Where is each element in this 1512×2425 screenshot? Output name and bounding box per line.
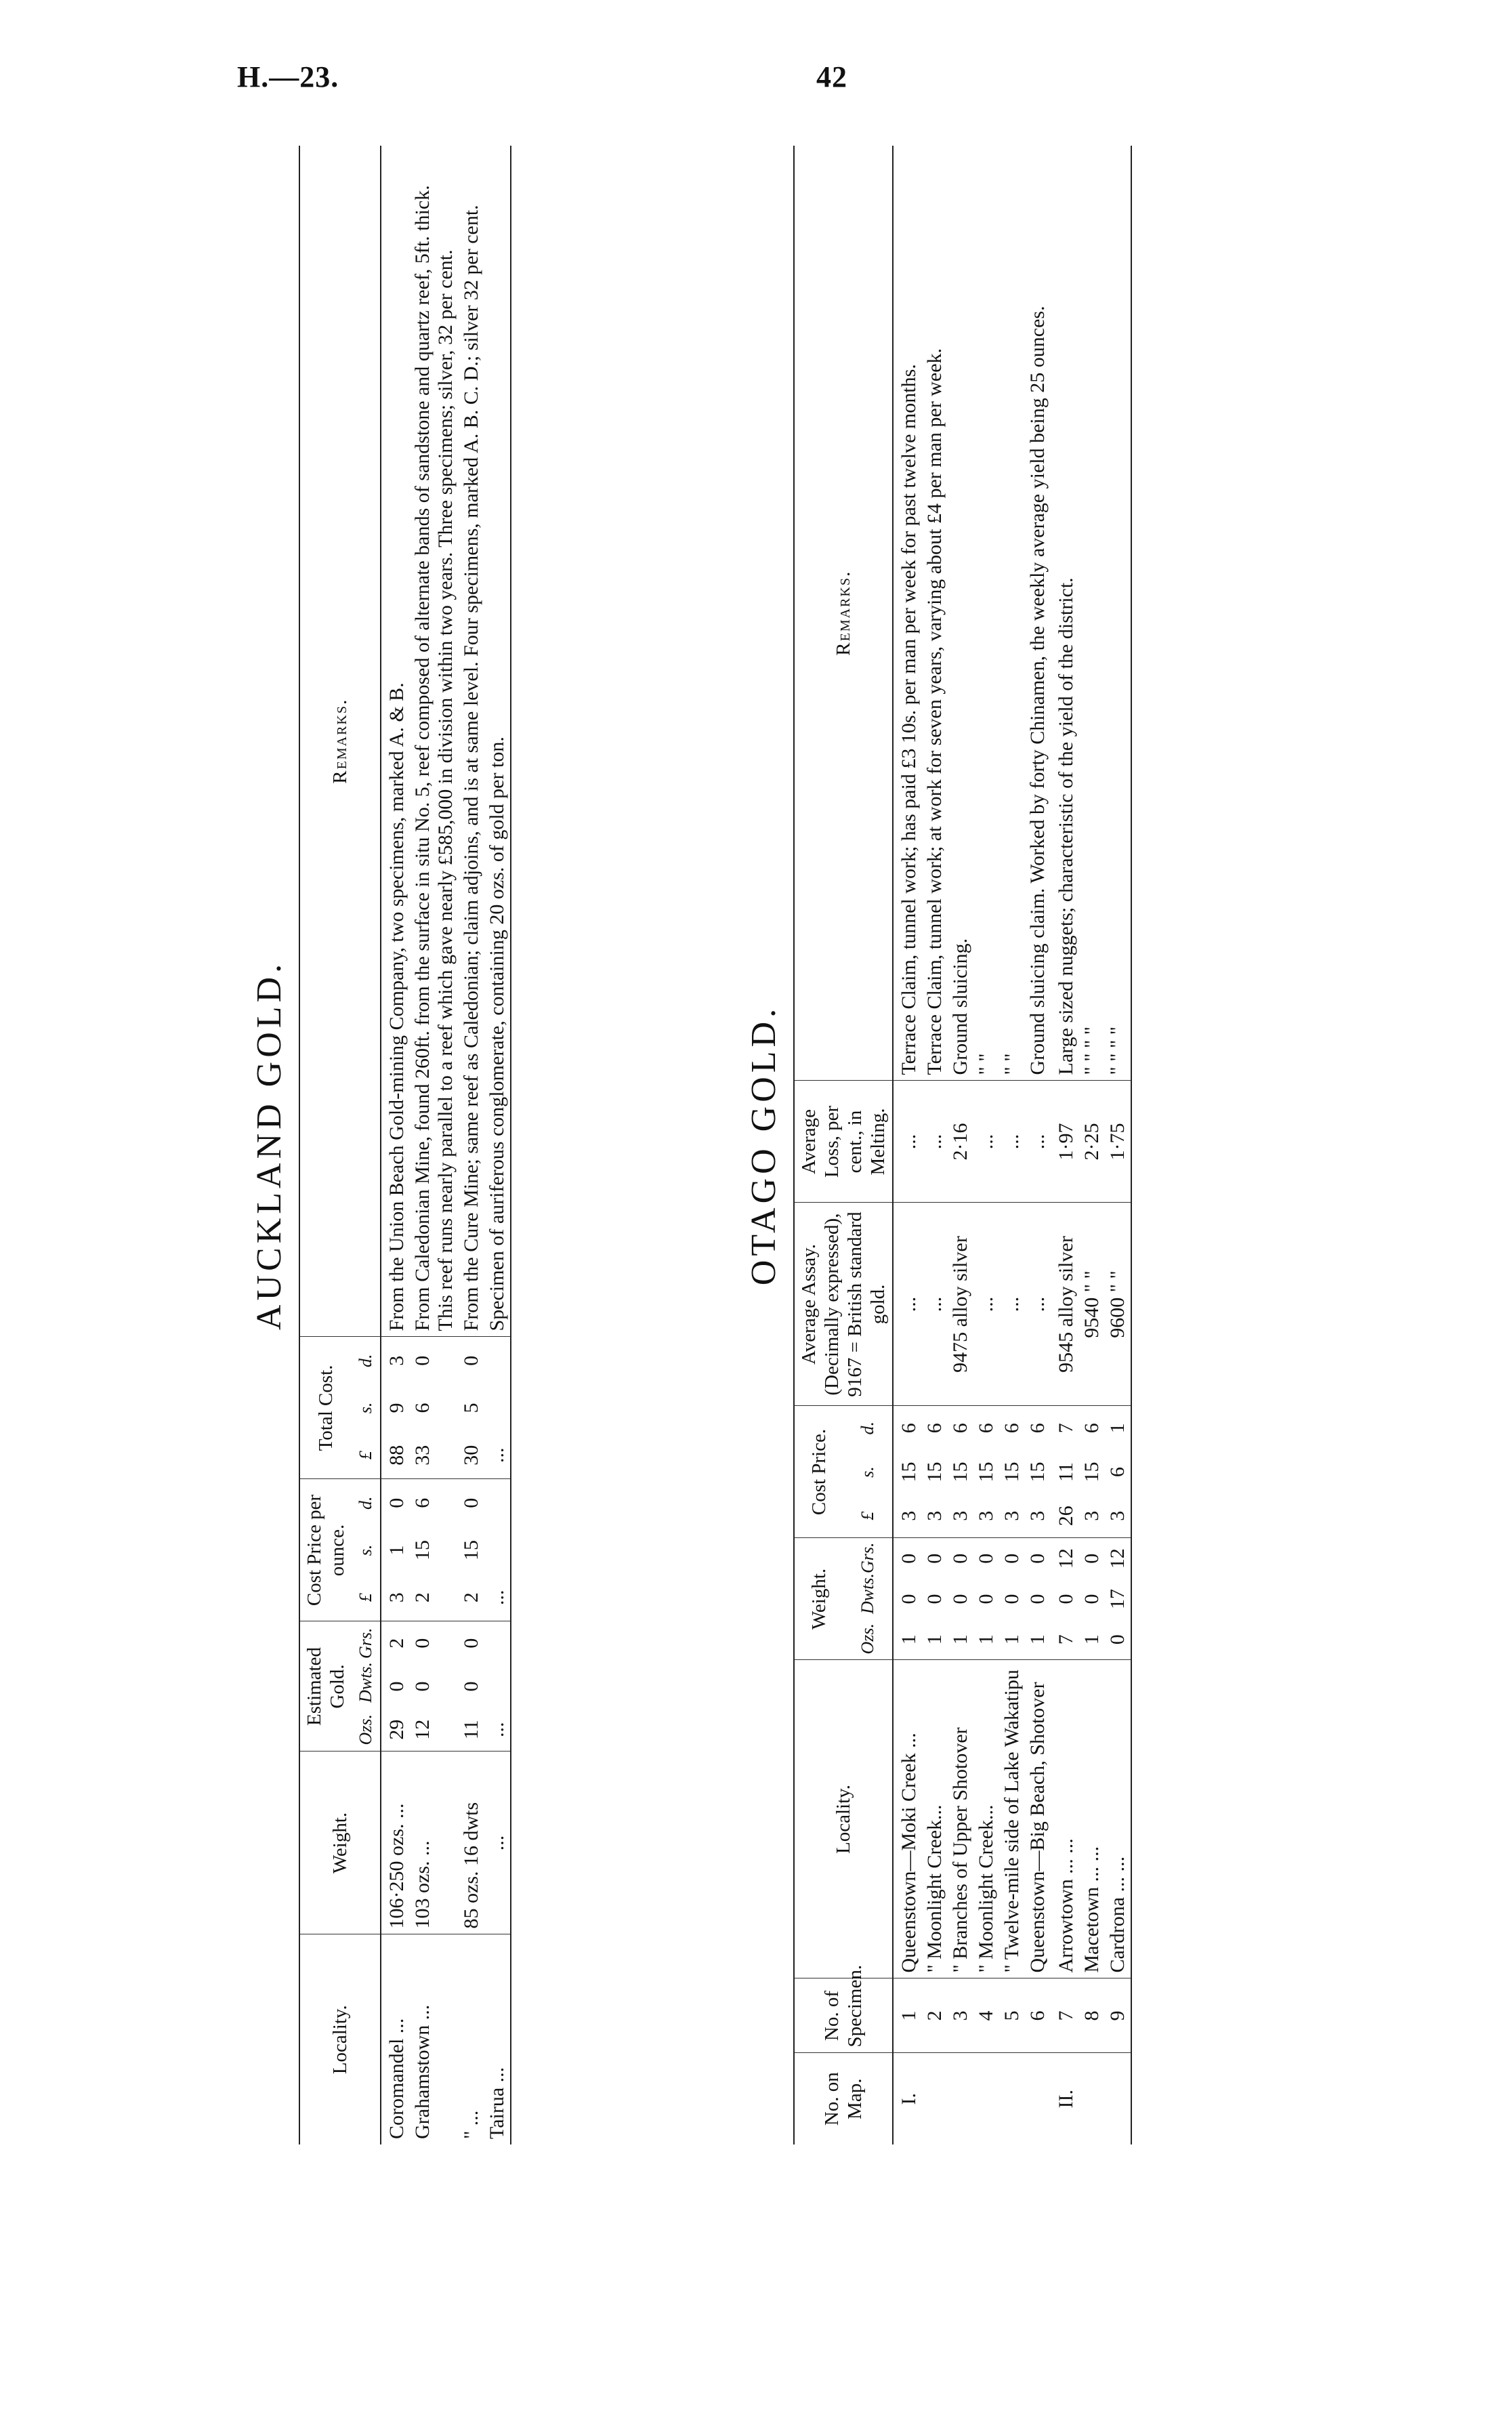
loss: ... [999,1081,1025,1203]
locality: Queenstown—Moki Creek ... [893,1660,922,1978]
grs: 2 [385,1638,408,1649]
locality: " Moonlight Creek... [973,1660,999,1978]
weight-dwts: 0 [898,1594,920,1604]
assay: ... [1025,1203,1051,1406]
remarks: From Caledonian Mine, found 260ft. from the surface in situ No. 5, reef composed of alternate bands of sandstone and quartz reef, 5ft. thick. This reef runs nearly parallel to a reef which gave nearly £585,000 in division within two years. Three specimens; silver, 32 per cent. [410,146,459,1337]
unit-dwts: Dwts. [356,1662,375,1703]
auckland-header-total-cost: Total Cost. [299,1337,352,1479]
auckland-title: AUCKLAND GOLD. [250,959,289,1331]
assay: ... [973,1203,999,1406]
auckland-table [299,146,511,2144]
weight-ozs: 1 [1025,1619,1051,1660]
map-no: II. [1055,2090,1077,2109]
cost-shillings: 15 [1001,1462,1023,1483]
locality: Tairua ... [486,2067,508,2139]
specimen-no: 6 [1025,1978,1051,2053]
locality: Coromandel ... [385,2018,408,2139]
unit-ozs: Ozs. [352,1708,381,1752]
weight-grs: 0 [923,1553,946,1564]
loss: 2·16 [948,1081,973,1203]
total-shillings: 9 [385,1403,408,1413]
weight: ... [484,1752,511,1934]
cost-shillings: 15 [1026,1462,1049,1483]
grs [484,1621,511,1665]
cost-pence: 6 [898,1423,920,1434]
loss: 2·25 [1079,1081,1105,1203]
table-row [459,146,484,2144]
cost-pence: 6 [1026,1423,1049,1434]
map-no [973,2053,999,2144]
unit-pound: £ [352,1432,381,1479]
cost-shillings: 15 [923,1462,946,1483]
total-pence [484,1337,511,1384]
cost-shillings: 6 [1106,1467,1129,1477]
loss: 1·97 [1051,1081,1079,1203]
otago-gold-section [735,146,1467,2144]
remarks: From the Union Beach Gold-mining Company, two specimens, marked A. & B. [381,146,410,1337]
weight-ozs: 1 [999,1619,1025,1660]
assay: ... [922,1203,948,1406]
ozs: 29 [381,1708,410,1752]
map-no [1025,2053,1051,2144]
cost-pence: 6 [949,1423,971,1434]
table-row [922,146,948,2144]
otago-table [793,146,1132,2144]
cost-pounds: 2 [459,1574,484,1621]
assay: 9545 alloy silver [1051,1203,1079,1406]
weight-grs: 0 [1026,1553,1049,1564]
specimen-no: 2 [922,1978,948,2053]
remarks: " " [999,146,1025,1081]
cost-shillings: 15 [1080,1462,1103,1483]
total-shillings: 6 [411,1403,434,1413]
table-row [1079,146,1105,2144]
grs: 0 [411,1638,434,1649]
cost-pence: 6 [1001,1423,1023,1434]
unit-shillings: s. [356,1544,375,1556]
assay: 9475 alloy silver [948,1203,973,1406]
weight-grs: 12 [1106,1548,1129,1569]
specimen-no: 4 [973,1978,999,2053]
loss: ... [893,1081,922,1203]
weight-dwts: 0 [975,1594,997,1604]
total-pence: 0 [460,1355,482,1366]
cost-pence: 0 [385,1497,408,1508]
weight-grs: 0 [949,1553,971,1564]
cost-pounds: 3 [893,1494,922,1538]
weight-ozs: 1 [893,1619,922,1660]
cost-pounds: 3 [381,1574,410,1621]
remarks: " " [973,146,999,1081]
weight-dwts: 0 [1001,1594,1023,1604]
cost-pence: 6 [923,1423,946,1434]
remarks: Ground sluicing. [948,146,973,1081]
otago-header-locality: Locality. [794,1660,893,1978]
total-pence: 3 [385,1355,408,1366]
cost-pounds: 3 [922,1494,948,1538]
cost-pence: 7 [1055,1423,1077,1434]
auckland-header-remarks: Remarks. [299,146,381,1337]
weight: 103 ozs. ... [410,1752,459,1934]
weight-grs: 0 [975,1553,997,1564]
table-row [484,146,511,2144]
unit-ozs: Ozs. [843,1619,893,1660]
otago-header-assay: Average Assay. (Decimally expressed), 9167 = British standard gold. [794,1203,893,1406]
remarks: Terrace Claim, tunnel work; at work for seven years, varying about £4 per man per week. [922,146,948,1081]
unit-dwts: Dwts. [858,1573,877,1614]
otago-title: OTAGO GOLD. [744,1004,783,1286]
ozs: 12 [410,1708,459,1752]
table-row [1051,146,1079,2144]
locality: Grahamstown ... [411,2004,434,2139]
cost-shillings: 15 [898,1462,920,1483]
cost-shillings: 11 [1055,1462,1077,1482]
ozs: 11 [459,1708,484,1752]
weight-dwts: 17 [1106,1589,1129,1609]
loss: ... [973,1081,999,1203]
cost-shillings: 15 [949,1462,971,1483]
total-shillings [484,1384,511,1432]
remarks: Large sized nuggets; characteristic of the yield of the district. [1051,146,1079,1081]
page-number: 42 [816,60,847,94]
cost-pence [484,1479,511,1527]
cost-pounds: 3 [1079,1494,1105,1538]
ozs: ... [484,1708,511,1752]
map-no [922,2053,948,2144]
locality: " Branches of Upper Shotover [948,1660,973,1978]
assay: ... [893,1203,922,1406]
otago-header-weight: Weight. [794,1538,843,1660]
cost-shillings: 15 [975,1462,997,1483]
locality: Cardrona ... ... [1105,1660,1131,1978]
auckland-header-cost-per-ounce: Cost Price per ounce. [299,1479,352,1621]
map-no [999,2053,1025,2144]
otago-header-cost-price: Cost Price. [794,1406,843,1538]
weight-ozs: 7 [1051,1619,1079,1660]
table-row [948,146,973,2144]
weight: 106·250 ozs. ... [381,1752,410,1934]
otago-header-loss: Average Loss, per cent., in Melting. [794,1081,893,1203]
locality: Queenstown—Big Beach, Shotover [1025,1660,1051,1978]
weight-ozs: 1 [948,1619,973,1660]
map-no [1079,2053,1105,2144]
remarks: Specimen of auriferous conglomerate, containing 20 ozs. of gold per ton. [484,146,511,1337]
remarks: " " " " [1079,146,1105,1081]
total-pounds: ... [484,1432,511,1479]
weight-ozs: 1 [922,1619,948,1660]
unit-shillings: s. [356,1402,375,1414]
specimen-no: 3 [948,1978,973,2053]
auckland-header-locality: Locality. [329,2005,351,2075]
weight-dwts: 0 [1080,1594,1103,1604]
table-row [381,146,410,2144]
cost-pence: 0 [460,1497,482,1508]
cost-pounds: 3 [973,1494,999,1538]
cost-shillings: 15 [460,1539,482,1560]
remarks: From the Cure Mine; same reef as Caledonian; claim adjoins, and is at same level. Four specimens, marked A. B. C. D.; silver 32 per cent. [459,146,484,1337]
weight-grs: 0 [1001,1553,1023,1564]
cost-shillings: 1 [385,1545,408,1556]
unit-grs: Grs. [858,1542,877,1573]
specimen-no: 8 [1079,1978,1105,2053]
weight-grs: 0 [898,1553,920,1564]
cost-pence: 6 [1080,1423,1103,1434]
cost-pounds: 3 [948,1494,973,1538]
cost-pounds: 2 [410,1574,459,1621]
total-pounds: 33 [410,1432,459,1479]
cost-pounds: 26 [1051,1494,1079,1538]
auckland-gold-section [240,146,674,2144]
table-row [893,146,922,2144]
cost-pence: 1 [1106,1423,1129,1434]
dwts: 0 [385,1681,408,1692]
otago-header-map-no: No. on Map. [821,2072,866,2126]
locality: " Moonlight Creek... [922,1660,948,1978]
assay: 9600 " " [1105,1203,1131,1406]
specimen-no: 5 [999,1978,1025,2053]
specimen-no: 7 [1051,1978,1079,2053]
weight-dwts: 0 [1026,1594,1049,1604]
total-pounds: 30 [459,1432,484,1479]
unit-pence: d. [356,1354,375,1367]
unit-pence: d. [858,1422,877,1435]
locality: " ... [460,2110,482,2139]
loss: 1·75 [1105,1081,1131,1203]
locality: Arrowtown ... ... [1051,1660,1079,1978]
total-pence: 0 [411,1355,434,1366]
unit-grs: Grs. [356,1628,375,1659]
weight-grs: 0 [1080,1553,1103,1564]
cost-pounds: 3 [1025,1494,1051,1538]
remarks: " " " " [1105,146,1131,1081]
unit-shillings: s. [858,1466,877,1478]
table-row [999,146,1025,2144]
grs: 0 [460,1638,482,1649]
page-header-reference: H.—23. [237,60,339,94]
dwts: 0 [411,1681,434,1692]
cost-pence: 6 [975,1423,997,1434]
cost-pounds: 3 [1105,1494,1131,1538]
dwts: 0 [460,1681,482,1692]
otago-header-remarks: Remarks. [794,146,893,1081]
otago-header-specimen-no: No. of Specimen. [794,1978,893,2053]
table-row [973,146,999,2144]
unit-pound: £ [843,1494,893,1538]
cost-pounds: 3 [999,1494,1025,1538]
assay: ... [999,1203,1025,1406]
weight-dwts: 0 [949,1594,971,1604]
remarks: Ground sluicing claim. Worked by forty Chinamen, the weekly average yield being 25 ounces. [1025,146,1051,1081]
cost-shillings: 15 [411,1539,434,1560]
auckland-header-weight: Weight. [299,1752,381,1934]
locality: Macetown ... ... [1079,1660,1105,1978]
map-no [948,2053,973,2144]
locality: " Twelve-mile side of Lake Wakatipu [999,1660,1025,1978]
weight-dwts: 0 [923,1594,946,1604]
table-row [1105,146,1131,2144]
auckland-header-estimated-gold: Estimated Gold. [299,1621,352,1752]
unit-pence: d. [356,1496,375,1510]
total-shillings: 5 [460,1403,482,1413]
weight-dwts: 0 [1055,1594,1077,1604]
weight-grs: 12 [1055,1548,1077,1569]
remarks: Terrace Claim, tunnel work; has paid £3 10s. per man per week for past twelve months. [893,146,922,1081]
dwts [484,1665,511,1708]
weight-ozs: 1 [1079,1619,1105,1660]
map-no: I. [898,2093,920,2105]
cost-pence: 6 [411,1497,434,1508]
table-row [410,146,459,2144]
loss: ... [1025,1081,1051,1203]
specimen-no: 9 [1105,1978,1131,2053]
cost-shillings [484,1527,511,1574]
weight-ozs: 1 [973,1619,999,1660]
loss: ... [922,1081,948,1203]
specimen-no: 1 [893,1978,922,2053]
weight-ozs: 0 [1105,1619,1131,1660]
total-pounds: 88 [381,1432,410,1479]
unit-pound: £ [352,1574,381,1621]
table-row [1025,146,1051,2144]
map-no [1105,2053,1131,2144]
assay: 9540 " " [1079,1203,1105,1406]
weight: 85 ozs. 16 dwts [459,1752,484,1934]
cost-pounds: ... [484,1574,511,1621]
